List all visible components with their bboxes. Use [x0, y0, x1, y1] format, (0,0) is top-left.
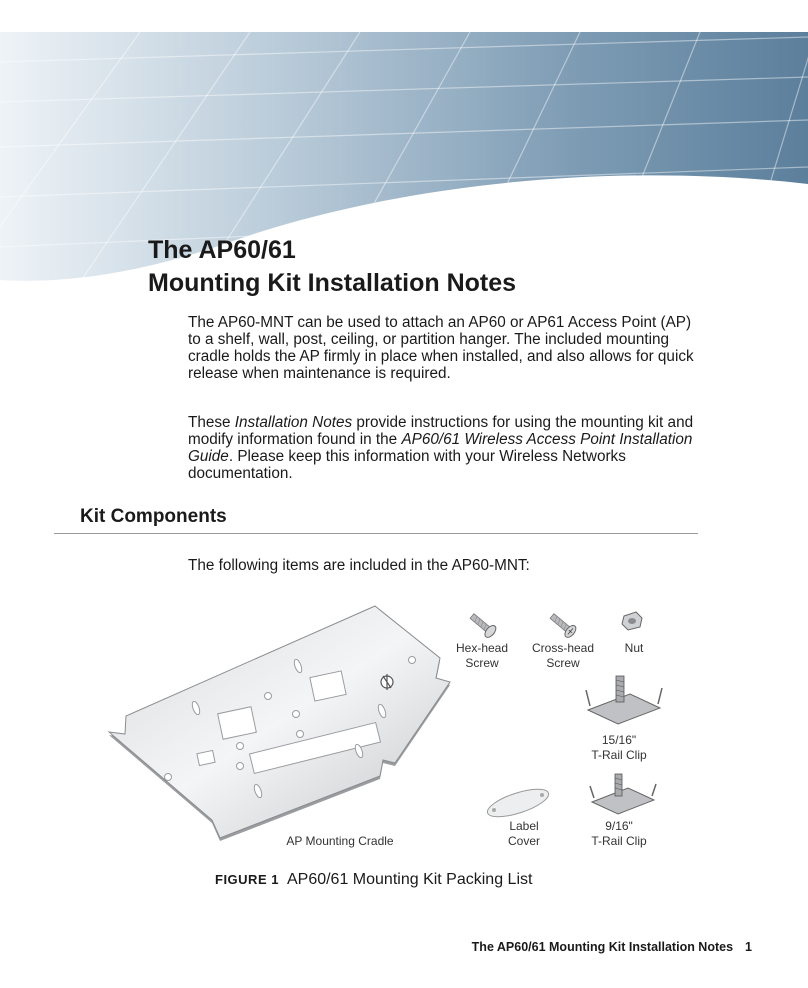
kit-figure	[100, 598, 680, 860]
label-cover-part	[484, 784, 551, 823]
label-cross-head-1: Cross-head	[531, 641, 595, 655]
label-t-rail-9-2: T-Rail Clip	[591, 834, 647, 848]
section-divider	[54, 533, 698, 534]
notes-text-3: . Please keep this information with your Wireless Networks documentation.	[188, 448, 626, 482]
label-t-rail-15-1: 15/16"	[601, 733, 637, 747]
section-intro: The following items are included in the AP60-MNT:	[188, 557, 530, 574]
page-title-line2: Mounting Kit Installation Notes	[148, 269, 517, 297]
label-cradle: AP Mounting Cradle	[286, 834, 394, 848]
figure-caption-text: AP60/61 Mounting Kit Packing List	[286, 871, 533, 888]
figure-number: FIGURE 1	[215, 872, 279, 887]
page-number: 1	[745, 940, 752, 954]
label-label-cover-2: Cover	[507, 834, 541, 848]
nut-part	[622, 612, 642, 630]
label-label-cover-1: Label	[509, 819, 539, 833]
label-hex-head-2: Screw	[465, 656, 499, 670]
mounting-cradle-plate	[109, 606, 450, 841]
section-heading: Kit Components	[80, 506, 227, 527]
footer-title: The AP60/61 Mounting Kit Installation Notes	[471, 940, 734, 954]
page-title-line1: The AP60/61	[148, 236, 296, 264]
notes-italic-1: Installation Notes	[234, 414, 353, 431]
notes-italic-2: AP60/61 Wireless Access Point Installation Guide	[188, 431, 693, 465]
label-cross-head-2: Screw	[546, 656, 580, 670]
label-nut: Nut	[624, 641, 644, 655]
cross-head-screw	[548, 611, 578, 640]
hex-head-screw	[468, 611, 498, 640]
t-rail-clip-9-16	[590, 774, 656, 814]
page-footer	[472, 940, 752, 954]
label-t-rail-15-2: T-Rail Clip	[591, 748, 647, 762]
notes-paragraph	[188, 414, 708, 482]
notes-text-1: These	[188, 414, 235, 431]
notes-text-2: provide instructions for using the mounting kit and modify information found in the	[188, 414, 694, 448]
intro-paragraph: The AP60-MNT can be used to attach an AP60 or AP61 Access Point (AP) to a shelf, wall, post, ceiling, or partition hanger. The included mounting cradle holds the AP firmly in place when installed, and also allows for quick release when maintenance is required.	[188, 314, 694, 382]
page-title	[148, 234, 516, 300]
figure-caption	[215, 871, 532, 889]
t-rail-clip-15-16	[586, 676, 662, 724]
label-t-rail-9-1: 9/16"	[605, 819, 633, 833]
label-hex-head-1: Hex-head	[455, 641, 509, 655]
